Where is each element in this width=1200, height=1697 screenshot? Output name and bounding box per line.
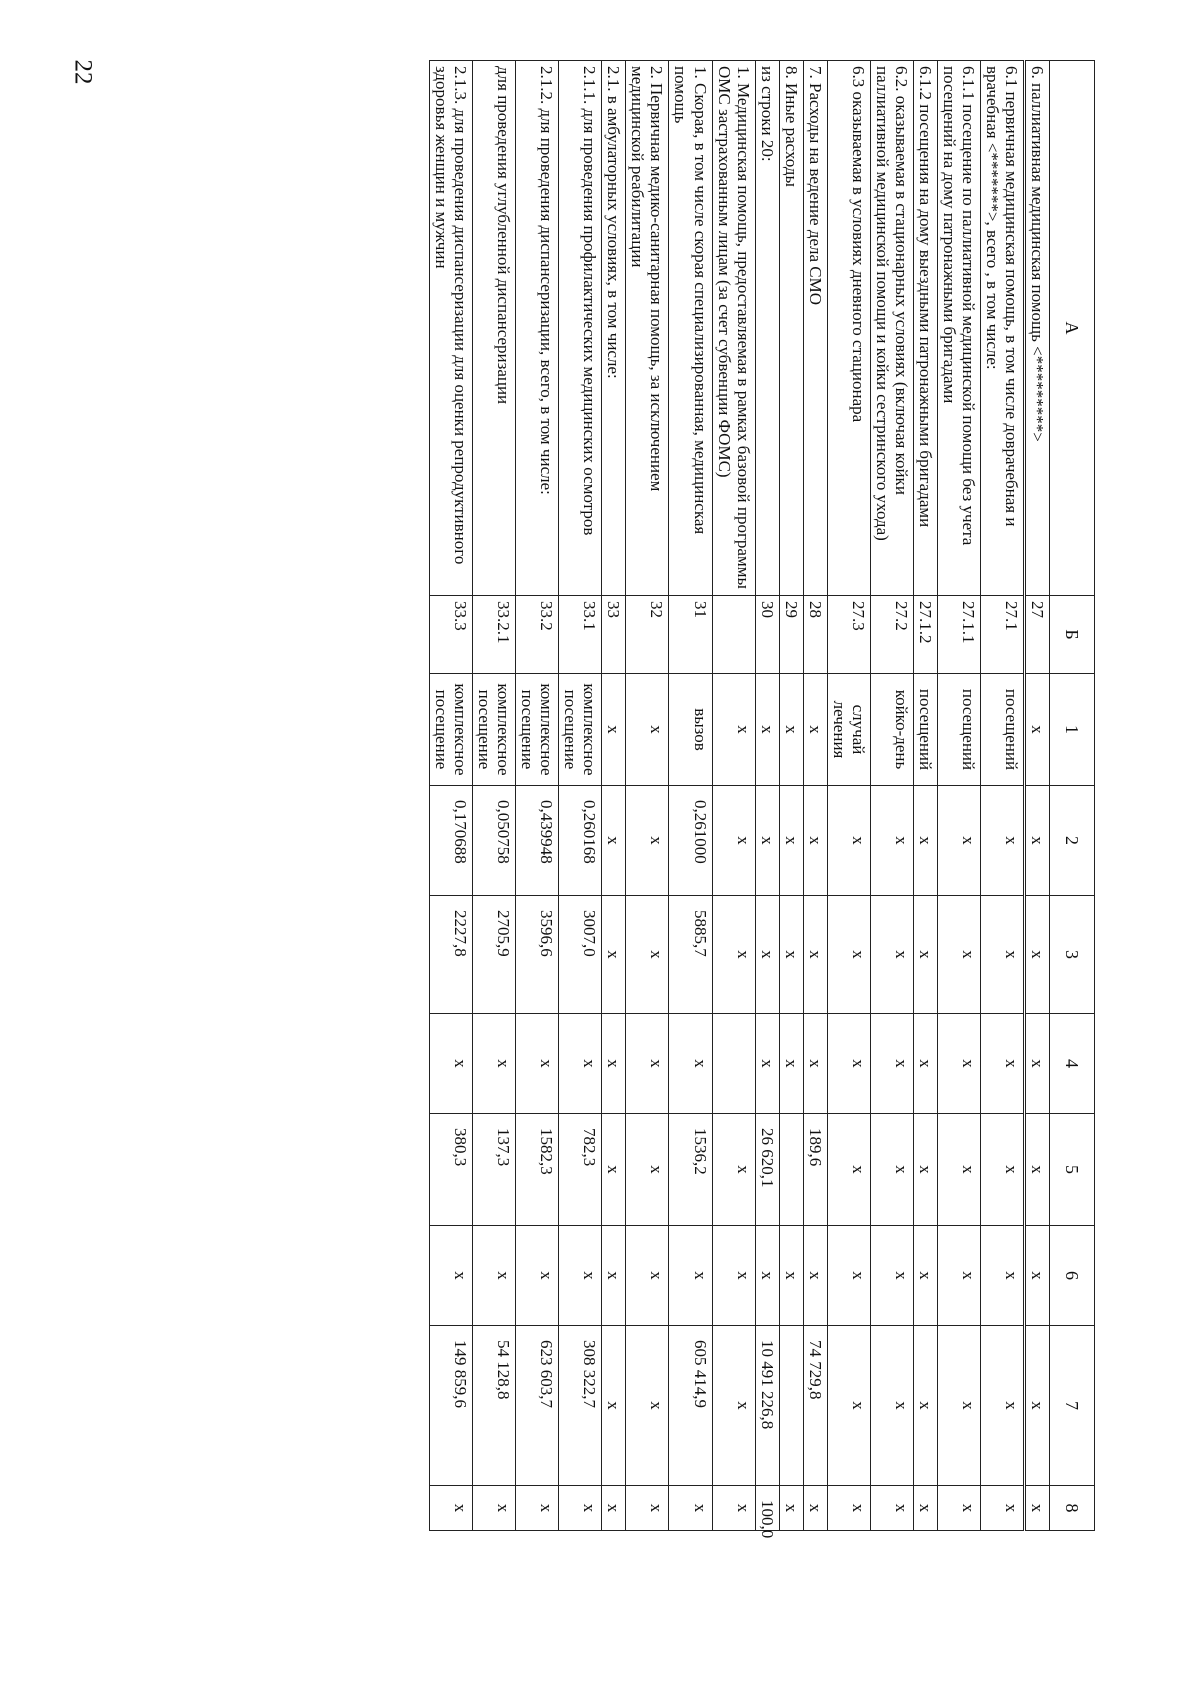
table-cell: 0,439948 [516, 786, 559, 896]
table-row [712, 61, 755, 1531]
table-cell: посещений [980, 674, 1024, 786]
table-cell: 0,260168 [559, 786, 602, 896]
column-header: 4 [1050, 1014, 1095, 1114]
table-cell: х [913, 786, 937, 896]
table-cell: х [626, 1114, 669, 1226]
row-code: 33.2 [516, 596, 559, 674]
table-cell: х [430, 1226, 473, 1326]
table-cell: х [602, 1486, 626, 1531]
table-cell: 623 603,7 [516, 1326, 559, 1486]
table-cell: х [803, 1014, 827, 1114]
row-label: 8. Иные расходы [779, 61, 803, 596]
table-cell: х [913, 896, 937, 1014]
table-cell: комплексное посещение [516, 674, 559, 786]
table-cell: х [913, 1114, 937, 1226]
table-cell: койко-день [870, 674, 913, 786]
row-code: 27.1.1 [937, 596, 980, 674]
table-row [803, 61, 827, 1531]
table-cell: х [779, 674, 803, 786]
table-cell: х [755, 896, 779, 1014]
table-cell: х [669, 1226, 712, 1326]
table-cell: х [626, 674, 669, 786]
table-cell: х [870, 896, 913, 1014]
row-code: 27.2 [870, 596, 913, 674]
row-code [712, 596, 755, 674]
table-cell: х [980, 1014, 1024, 1114]
table-cell: 100,0 [755, 1486, 779, 1531]
table-cell: 2705,9 [473, 896, 516, 1014]
table-cell: х [803, 786, 827, 896]
table-cell: х [626, 1326, 669, 1486]
table-cell: х [779, 1226, 803, 1326]
table-row [559, 61, 602, 1531]
table-cell: х [870, 786, 913, 896]
table-row [1024, 61, 1049, 1531]
table-cell: х [1024, 1014, 1049, 1114]
table-cell: х [602, 1226, 626, 1326]
table-cell: х [473, 1486, 516, 1531]
table-cell: х [980, 1226, 1024, 1326]
row-code: 33 [602, 596, 626, 674]
table-cell: 5885,7 [669, 896, 712, 1014]
table-cell: х [913, 1226, 937, 1326]
table-cell: 0,261000 [669, 786, 712, 896]
table-cell: х [827, 1014, 870, 1114]
table-cell: х [430, 1014, 473, 1114]
table-cell: 26 620,1 [755, 1114, 779, 1226]
row-code: 27.1.2 [913, 596, 937, 674]
table-cell: х [1024, 786, 1049, 896]
table-cell: х [559, 1014, 602, 1114]
table-cell: х [870, 1014, 913, 1114]
table-cell: х [712, 896, 755, 1014]
table-cell: 137,3 [473, 1114, 516, 1226]
row-label: 2. Первичная медико-санитарная помощь, за исключением медицинской реабилитации [626, 61, 669, 596]
table-cell: х [870, 1326, 913, 1486]
column-header: А [1050, 61, 1095, 596]
row-label: 2.1.3. для проведения диспансеризации для оценки репродуктивного здоровья женщин и мужчин [430, 61, 473, 596]
table-cell: х [1024, 1114, 1049, 1226]
table-cell: 782,3 [559, 1114, 602, 1226]
table-cell: х [779, 1486, 803, 1531]
table-cell: х [1024, 1486, 1049, 1531]
row-label: 6.1.2 посещения на дому выездными патронажными бригадами [913, 61, 937, 596]
table-cell: х [602, 1014, 626, 1114]
table-cell: х [602, 1326, 626, 1486]
row-label: 1. Медицинская помощь, предоставляемая в рамках базовой программы ОМС застрахованным лицам (за счет субвенции ФОМС) [712, 61, 755, 596]
table-cell: 380,3 [430, 1114, 473, 1226]
table-cell: х [712, 1114, 755, 1226]
table-cell: х [626, 1226, 669, 1326]
table-cell: х [712, 1486, 755, 1531]
table-cell: х [1024, 674, 1049, 786]
column-header: 3 [1050, 896, 1095, 1014]
table-cell: 1582,3 [516, 1114, 559, 1226]
row-label: 2.1.1. для проведения профилактических медицинских осмотров [559, 61, 602, 596]
table-cell: х [870, 1486, 913, 1531]
table-cell: х [779, 1014, 803, 1114]
table-cell: х [803, 674, 827, 786]
row-code: 27.3 [827, 596, 870, 674]
table-cell: х [779, 786, 803, 896]
row-label: для проведения углубленной диспансеризации [473, 61, 516, 596]
column-header: 6 [1050, 1226, 1095, 1326]
table-cell: х [559, 1486, 602, 1531]
table-cell: х [1024, 896, 1049, 1014]
table-cell: 0,050758 [473, 786, 516, 896]
row-label: 6.1.1 посещение по паллиативной медицинской помощи без учета посещений на дому патронажными бригадами [937, 61, 980, 596]
table-cell: 10 491 226,8 [755, 1326, 779, 1486]
table-cell [779, 1114, 803, 1226]
column-header: 7 [1050, 1326, 1095, 1486]
column-header: 5 [1050, 1114, 1095, 1226]
table-cell: х [870, 1114, 913, 1226]
column-header: 8 [1050, 1486, 1095, 1531]
table-cell: х [602, 674, 626, 786]
table-cell: х [755, 1014, 779, 1114]
row-label: 1. Скорая, в том числе скорая специализированная, медицинская помощь [669, 61, 712, 596]
column-header: Б [1050, 596, 1095, 674]
table-row [870, 61, 913, 1531]
table-row [913, 61, 937, 1531]
row-code: 33.2.1 [473, 596, 516, 674]
table-cell: х [937, 786, 980, 896]
table-row [827, 61, 870, 1531]
table-cell: комплексное посещение [559, 674, 602, 786]
table-cell: х [516, 1486, 559, 1531]
table-cell: случай лечения [827, 674, 870, 786]
table-row [755, 61, 779, 1531]
table-cell: х [516, 1226, 559, 1326]
table-cell: х [980, 1486, 1024, 1531]
table-cell: х [937, 896, 980, 1014]
table-row [602, 61, 626, 1531]
table-cell: х [712, 786, 755, 896]
table-cell: х [473, 1226, 516, 1326]
table-cell: х [602, 786, 626, 896]
table-row [516, 61, 559, 1531]
table-cell: х [827, 1226, 870, 1326]
table-row [473, 61, 516, 1531]
row-code: 33.1 [559, 596, 602, 674]
column-header: 1 [1050, 674, 1095, 786]
table-row [669, 61, 712, 1531]
table-cell: х [870, 1226, 913, 1326]
table-cell: х [827, 1326, 870, 1486]
table-cell: х [626, 786, 669, 896]
table-cell: х [473, 1014, 516, 1114]
table-cell: х [827, 786, 870, 896]
table-cell: х [827, 896, 870, 1014]
row-code: 32 [626, 596, 669, 674]
table-cell: х [430, 1486, 473, 1531]
table-cell: х [602, 1114, 626, 1226]
table-cell: комплексное посещение [430, 674, 473, 786]
table-row [980, 61, 1024, 1531]
column-header: 2 [1050, 786, 1095, 896]
rotated-table-wrapper [95, 60, 1095, 1539]
table-cell: х [602, 896, 626, 1014]
table-cell: х [712, 1326, 755, 1486]
table-cell: х [669, 1014, 712, 1114]
row-code: 29 [779, 596, 803, 674]
table-cell: х [712, 674, 755, 786]
table-cell: х [803, 1226, 827, 1326]
table-cell: х [937, 1326, 980, 1486]
table-cell: х [827, 1486, 870, 1531]
table-cell [712, 1014, 755, 1114]
row-code: 27.1 [980, 596, 1024, 674]
table-cell: х [980, 786, 1024, 896]
table-cell: х [937, 1014, 980, 1114]
row-label: 7. Расходы на ведение дела СМО [803, 61, 827, 596]
row-code: 27 [1024, 596, 1049, 674]
table-cell: 3007,0 [559, 896, 602, 1014]
table-cell: комплексное посещение [473, 674, 516, 786]
table-cell: х [827, 1114, 870, 1226]
table-cell: х [712, 1226, 755, 1326]
table-cell: х [913, 1486, 937, 1531]
table-cell [779, 1326, 803, 1486]
table-cell: х [1024, 1226, 1049, 1326]
row-label: 6.1 первичная медицинская помощь, в том числе доврачебная и врачебная <*******>, всего , в том числе: [980, 61, 1024, 596]
table-cell: 0,170688 [430, 786, 473, 896]
table-row [779, 61, 803, 1531]
row-label: 2.1. в амбулаторных условиях, в том числе: [602, 61, 626, 596]
table-cell: х [1024, 1326, 1049, 1486]
table-cell: 3596,6 [516, 896, 559, 1014]
table-cell: х [626, 896, 669, 1014]
table-cell: посещений [913, 674, 937, 786]
table-cell: х [913, 1014, 937, 1114]
row-code: 31 [669, 596, 712, 674]
row-code: 33.3 [430, 596, 473, 674]
table-row [937, 61, 980, 1531]
row-code: 30 [755, 596, 779, 674]
table-cell: 54 128,8 [473, 1326, 516, 1486]
table-cell: х [626, 1014, 669, 1114]
table-cell: х [803, 1486, 827, 1531]
table-cell: х [669, 1486, 712, 1531]
table-cell: 74 729,8 [803, 1326, 827, 1486]
row-code: 28 [803, 596, 827, 674]
table-cell: х [516, 1014, 559, 1114]
table-cell: х [913, 1326, 937, 1486]
table-cell: х [803, 896, 827, 1014]
table-cell: х [755, 786, 779, 896]
table-cell: х [980, 1114, 1024, 1226]
table-cell: х [937, 1226, 980, 1326]
table-cell: х [779, 896, 803, 1014]
table-cell: вызов [669, 674, 712, 786]
row-label: 6.2. оказываемая в стационарных условиях (включая койки паллиативной медицинской помощи и койки сестринского ухода) [870, 61, 913, 596]
table-cell: 605 414,9 [669, 1326, 712, 1486]
table-cell: 1536,2 [669, 1114, 712, 1226]
table-cell: х [937, 1486, 980, 1531]
table-cell: х [626, 1486, 669, 1531]
row-label: 6. паллиативная медицинская помощь <*********> [1024, 61, 1049, 596]
table-cell: х [980, 896, 1024, 1014]
table-cell: 189,6 [803, 1114, 827, 1226]
page-number: 22 [69, 59, 97, 85]
table-cell: х [937, 1114, 980, 1226]
table-cell: х [559, 1226, 602, 1326]
data-table [429, 60, 1095, 1539]
row-label: 6.3 оказываемая в условиях дневного стационара [827, 61, 870, 596]
table-row [626, 61, 669, 1531]
table-cell: х [980, 1326, 1024, 1486]
table-cell: 149 859,6 [430, 1326, 473, 1486]
header-row [1050, 61, 1095, 1531]
row-label: 2.1.2. для проведения диспансеризации, всего, в том числе: [516, 61, 559, 596]
table-cell: х [755, 1226, 779, 1326]
table-cell: 308 322,7 [559, 1326, 602, 1486]
table-body [430, 61, 1050, 1539]
row-label: из строки 20: [755, 61, 779, 596]
table-cell: посещений [937, 674, 980, 786]
table-cell: х [755, 674, 779, 786]
table-cell: 2227,8 [430, 896, 473, 1014]
table-row [430, 61, 473, 1531]
